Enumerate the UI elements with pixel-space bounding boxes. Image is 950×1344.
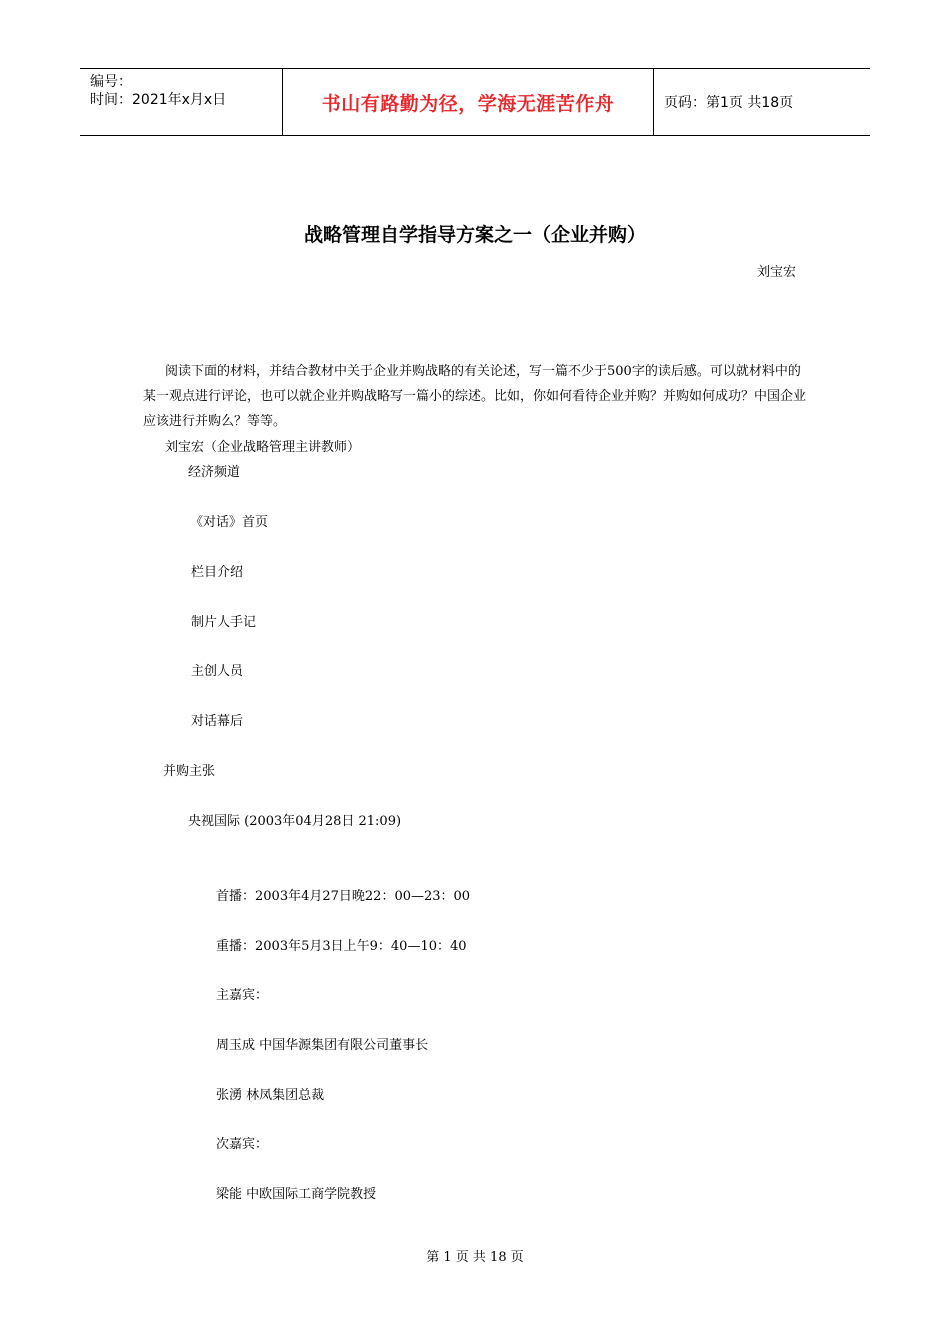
nav-link-staff[interactable]: 主创人员 bbox=[191, 664, 244, 679]
author-name: 刘宝宏 bbox=[757, 265, 797, 280]
topic-heading: 并购主张 bbox=[163, 764, 216, 779]
nav-link-home[interactable]: 《对话》首页 bbox=[190, 515, 269, 530]
number-label: 编号： bbox=[90, 74, 132, 90]
page-info: 页码：第1页 共18页 bbox=[664, 95, 794, 111]
header-motto-cell bbox=[282, 69, 654, 135]
channel-link[interactable]: 经济频道 bbox=[188, 465, 241, 480]
intro-paragraph: 阅读下面的材料，并结合教材中关于企业并购战略的有关论述，写一篇不少于500字的读后感。可以就材料中的某一观点进行评论，也可以就企业并购战略写一篇小的综述。比如，你如何看待企业并购？并购如何成功？中国企业应该进行并购么？等等。 bbox=[143, 364, 807, 429]
header-table bbox=[80, 68, 870, 136]
secondary-guests-label: 次嘉宾： bbox=[216, 1137, 269, 1152]
rerun-line: 重播：2003年5月3日上午9：40—10：40 bbox=[216, 939, 467, 954]
nav-link-behind-scenes[interactable]: 对话幕后 bbox=[191, 714, 244, 729]
main-guests-label: 主嘉宾： bbox=[216, 988, 269, 1003]
premiere-line: 首播：2003年4月27日晚22：00—23：00 bbox=[216, 889, 471, 904]
header-page-cell bbox=[654, 69, 870, 135]
document-title: 战略管理自学指导方案之一（企业并购） bbox=[303, 224, 646, 246]
guest-1: 周玉成 中国华源集团有限公司董事长 bbox=[216, 1038, 429, 1053]
source-line: 央视国际 (2003年04月28日 21:09) bbox=[188, 814, 402, 829]
nav-link-intro[interactable]: 栏目介绍 bbox=[191, 565, 244, 580]
nav-link-producer-notes[interactable]: 制片人手记 bbox=[191, 615, 257, 630]
teacher-line: 刘宝宏（企业战略管理主讲教师） bbox=[165, 440, 361, 455]
time-label: 时间：2021年x月x日 bbox=[90, 92, 227, 108]
guest-2: 张湧 林凤集团总裁 bbox=[216, 1088, 325, 1103]
motto-text: 书山有路勤为径，学海无涯苦作舟 bbox=[321, 92, 615, 115]
guest-3: 梁能 中欧国际工商学院教授 bbox=[216, 1187, 377, 1202]
header-left-cell bbox=[80, 69, 282, 135]
page-footer: 第 1 页 共 18 页 bbox=[426, 1250, 524, 1265]
